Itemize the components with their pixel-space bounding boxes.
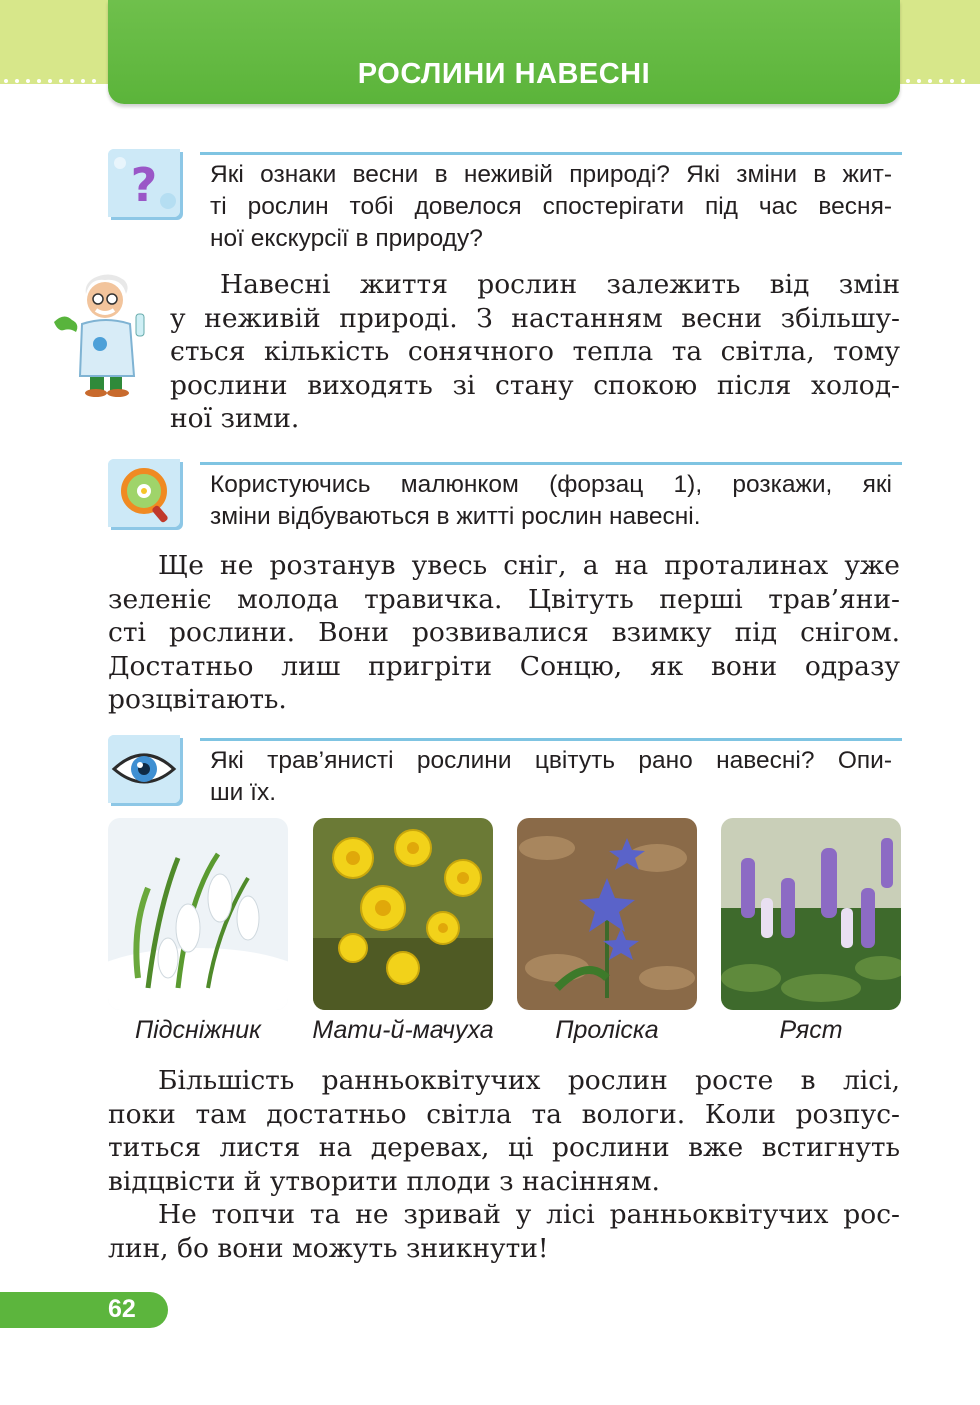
text-line: зміни відбуваються в житті рослин навесні.: [210, 503, 701, 530]
text-line: поки там достатньо світла та вологи. Коли розпус-: [108, 1098, 900, 1130]
text-line: у неживій природі. З настанням весни збільшу-: [170, 302, 900, 334]
caption-snowdrop: Підсніжник: [135, 1016, 261, 1044]
question-mark-icon: [108, 149, 180, 217]
text-line: зеленіє молода травичка. Цвітуть перші трав’яни-: [108, 583, 900, 615]
text-line: ної зими.: [170, 403, 300, 434]
text-line: Ще не розтанув увесь сніг, а на проталинах уже: [158, 550, 900, 581]
text-line: ної екскурсії в природу?: [210, 225, 483, 252]
picture-task-text: [210, 469, 892, 533]
text-line: Навесні життя рослин залежить від змін: [220, 269, 900, 300]
task-rule-observe: [200, 738, 902, 741]
task-rule-picture: [200, 462, 902, 465]
text-line: Достатньо лиш пригріти Сонцю, як вони одразу: [108, 650, 900, 682]
question-task-text: [210, 159, 892, 255]
scientist-character-icon: [50, 272, 160, 398]
caption-corydalis: Ряст: [779, 1016, 843, 1044]
text-line: Більшість ранньоквітучих рослин росте в лісі,: [158, 1065, 900, 1096]
scilla-photo: [517, 818, 697, 1010]
page-number-tab: [0, 1292, 168, 1328]
snowdrop-photo: [108, 818, 288, 1010]
corydalis-photo: [721, 818, 901, 1010]
svg-text:?: ?: [130, 158, 158, 212]
text-line: ється кількість сонячного тепла та світла, тому: [170, 336, 900, 367]
magnifier-icon: [108, 459, 180, 527]
text-line: Які ознаки весни в неживій природі? Які зміни в жит-: [210, 161, 892, 188]
header-dots-right: [906, 68, 980, 74]
eye-icon: [108, 735, 180, 803]
text-line: Які трав’янисті рослини цвітуть рано навесні? Опи-: [210, 747, 892, 774]
text-line: Не топчи та не зривай у лісі ранньоквітучих рос-: [158, 1199, 900, 1230]
coltsfoot-photo: [313, 818, 493, 1010]
intro-paragraph: [170, 268, 900, 436]
text-line: сті рослини. Вони розвивалися взимку під снігом.: [108, 617, 900, 648]
header-dots-left: [4, 68, 104, 74]
text-line: відцвісти й утворити плоди з насінням.: [108, 1165, 660, 1197]
observe-task-text: [210, 745, 892, 809]
forest-paragraph: [108, 1064, 900, 1265]
task-rule-question: [200, 152, 902, 155]
text-line: рослини виходять зі стану спокою після холод-: [170, 369, 900, 401]
page-number: 62: [108, 1295, 136, 1323]
text-line: ши їх.: [210, 779, 277, 806]
title-bar: [108, 0, 900, 104]
text-line: титься листя на деревах, ці рослини вже встигнуть: [108, 1132, 900, 1163]
caption-coltsfoot: Мати-й-мачуха: [312, 1016, 494, 1044]
text-line: Користуючись малюнком (форзац 1), розкажи, які: [210, 471, 892, 498]
page-title: РОСЛИНИ НАВЕСНІ: [357, 58, 651, 90]
caption-scilla: Проліска: [555, 1016, 659, 1044]
text-line: лин, бо вони можуть зникнути!: [108, 1232, 549, 1264]
text-line: розцвітають.: [108, 684, 287, 715]
snow-paragraph: [108, 549, 900, 717]
text-line: ті рослин тобі довелося спостерігати під час весня-: [210, 193, 892, 220]
